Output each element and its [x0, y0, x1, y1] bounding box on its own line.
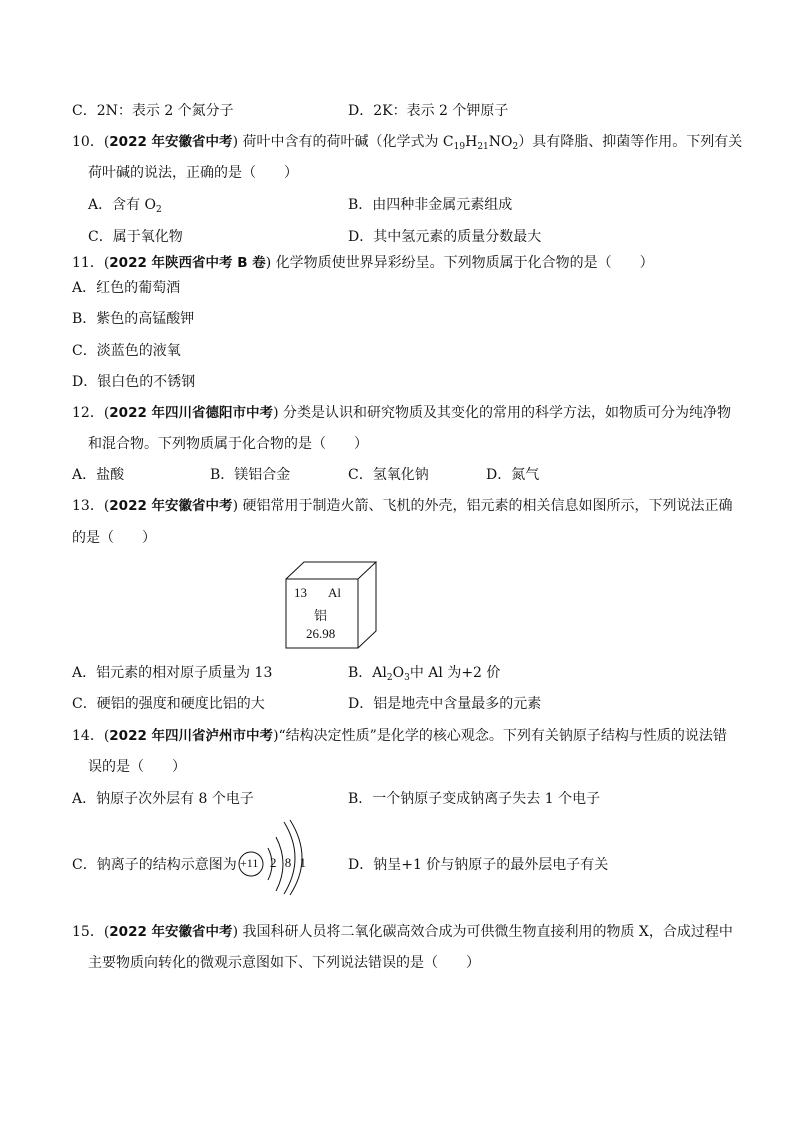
question-number: 13．(	[72, 498, 110, 514]
stem-text: ) 荷叶中含有的荷叶碱（化学式为 C	[232, 134, 454, 150]
q12-option-a: A．盐酸	[72, 467, 125, 483]
q10-option-c: C．属于氧化物	[88, 229, 183, 245]
option-text: O	[392, 665, 405, 681]
q13-stem-line2: 的是（ ）	[72, 530, 156, 546]
sodium-structure-diagram	[232, 818, 312, 896]
question-number: 10．(	[72, 134, 110, 150]
q11-option-b: B．紫色的高锰酸钾	[72, 311, 195, 327]
question-source: 2022 年安徽省中考	[109, 134, 233, 150]
cube-top-face	[286, 562, 376, 579]
formula-subscript: 19	[453, 142, 466, 152]
atomic-mass: 26.98	[306, 626, 336, 641]
q14-option-b: B．一个钠原子变成钠离子失去 1 个电子	[348, 791, 601, 807]
q9-option-d: D．2K：表示 2 个钾原子	[348, 103, 509, 119]
formula-subscript: 2	[386, 673, 393, 683]
question-number: 15．(	[72, 924, 110, 940]
question-source: 2022 年安徽省中考	[109, 498, 233, 514]
question-source: 2022 年安徽省中考	[109, 924, 233, 940]
element-name: 铝	[314, 609, 328, 624]
q13-option-d: D．铝是地壳中含量最多的元素	[348, 696, 542, 712]
option-text: 中 Al 为+2 价	[409, 665, 501, 681]
question-number: 14．(	[72, 728, 110, 744]
option-text: A．含有 O	[88, 197, 157, 213]
stem-text: )“结构决定性质”是化学的核心观念。下列有关钠原子结构与性质的说法错	[273, 728, 727, 744]
question-number: 12．(	[72, 405, 110, 421]
formula-subscript: 2	[156, 205, 162, 215]
q12-option-d: D．氮气	[486, 467, 540, 483]
q11-option-c: C．淡蓝色的液氧	[72, 343, 181, 359]
cube-side-face	[358, 562, 376, 648]
q14-stem-line1	[72, 727, 727, 745]
q12-stem-line1	[72, 404, 731, 422]
q11-option-a: A．红色的葡萄酒	[72, 280, 181, 296]
stem-text: ) 硬铝常用于制造火箭、飞机的外壳，铝元素的相关信息如图所示，下列说法正确	[232, 498, 733, 514]
formula-subscript: 2	[512, 142, 519, 152]
q15-stem-line2: 主要物质向转化的微观示意图如下、下列说法错误的是（ ）	[88, 955, 480, 971]
question-source: 2022 年四川省泸州市中考	[109, 728, 274, 744]
q12-stem-line2: 和混合物。下列物质属于化合物的是（ ）	[88, 436, 368, 452]
stem-text: ) 我国科研人员将二氧化碳高效合成为可供微生物直接利用的物质 X，合成过程中	[232, 924, 733, 940]
q13-option-a: A．铝元素的相对原子质量为 13	[72, 665, 273, 681]
stem-text: ) 化学物质使世界异彩纷呈。下列物质属于化合物的是（ ）	[265, 255, 654, 271]
stem-text: ) 分类是认识和研究物质及其变化的常用的科学方法，如物质可分为纯净物	[273, 405, 731, 421]
element-symbol: Al	[328, 585, 341, 600]
option-text: B．Al	[348, 665, 387, 681]
stem-text: NO	[488, 134, 513, 150]
stem-text: ）具有降脂、抑菌等作用。下列有关	[518, 134, 743, 150]
q11-option-d: D．银白色的不锈钢	[72, 374, 196, 390]
q9-option-c: C．2N：表示 2 个氮分子	[72, 103, 234, 119]
q10-option-d: D．其中氢元素的质量分数最大	[348, 229, 542, 245]
question-source: 2022 年陕西省中考 B 卷	[109, 255, 266, 271]
shell-electrons: 2 8 1	[270, 855, 306, 870]
question-number: 11．(	[72, 255, 110, 271]
q12-option-c: C．氢氧化钠	[348, 467, 429, 483]
nucleus-charge: +11	[240, 856, 259, 870]
q14-option-c: C．钠离子的结构示意图为	[72, 857, 237, 873]
q10-option-a	[88, 196, 162, 219]
formula-subscript: 3	[404, 673, 410, 683]
q11-stem	[72, 254, 654, 272]
atomic-number: 13	[294, 585, 307, 600]
q15-stem-line1	[72, 923, 733, 941]
formula-subscript: 21	[477, 142, 489, 152]
q14-option-d: D．钠呈+1 价与钠原子的最外层电子有关	[348, 857, 609, 873]
q10-stem-line2: 荷叶碱的说法，正确的是（ ）	[88, 165, 298, 181]
q13-option-c: C．硬铝的强度和硬度比铝的大	[72, 696, 265, 712]
question-source: 2022 年四川省德阳市中考	[109, 405, 274, 421]
element-card-aluminum	[285, 561, 377, 649]
stem-text: H	[465, 134, 478, 150]
q13-stem-line1	[72, 497, 732, 515]
q12-option-b: B．镁铝合金	[210, 467, 291, 483]
q10-stem-line1	[72, 133, 742, 156]
q14-stem-line2: 误的是（ ）	[88, 759, 186, 775]
q13-option-b	[348, 664, 500, 687]
q10-option-b: B．由四种非金属元素组成	[348, 197, 513, 213]
q14-option-a: A．钠原子次外层有 8 个电子	[72, 791, 254, 807]
